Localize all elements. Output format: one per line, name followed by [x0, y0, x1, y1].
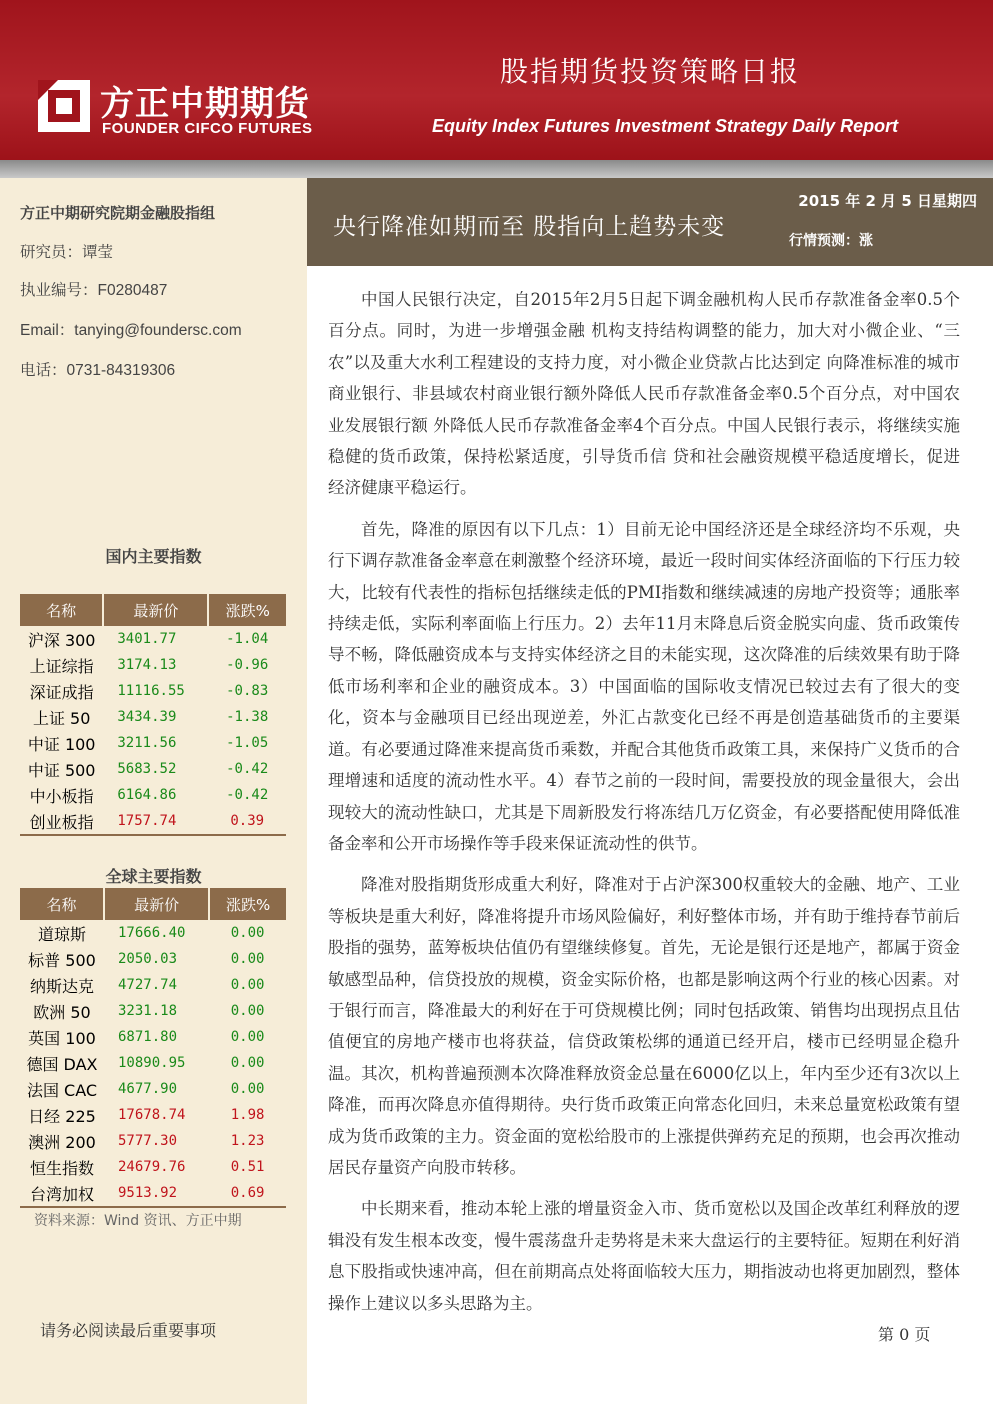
index-price: 4727.74 — [118, 977, 178, 993]
index-name: 上证综指 — [29, 656, 94, 676]
index-name: 道琼斯 — [37, 924, 86, 944]
index-price: 3401.77 — [117, 631, 177, 647]
index-name: 沪深 300 — [27, 630, 96, 650]
index-price: 24679.76 — [118, 1159, 186, 1175]
index-change: -1.38 — [226, 709, 269, 725]
paragraph: 首先，降准的原因有以下几点：1）目前无论中国经济还是全球经济均不乐观，央行下调存款准备金率意在刺激整个经济环境，最近一段时间实体经济面临的下行压力较大，比较有代表性的指标包括继续走低的PMI指数和继续减速的房地产投资等；通胀率持续走低，实际利率面临上行压力。2）去年11月末降息后资金脱实向虚、货币政策传导不畅，降低融资成本与支持实体经济之目的未能实现，这次降准的后续效果有助于降低市场利率和企业的融资成本。3）中国面临的国际收支情况已较过去有了很大的变化，资本与金融项目已经出现逆差，外汇占款变化已经不再是创造基础货币的主要渠道。有必要通过降准来提高货币乘数，并配合其他货币政策工具，来保持广义货币的合理增速和适度的流动性水平。4）春节之前的一段时间，需要投放的现金量很大，会出现较大的流动性缺口，尤其是下周新股发行将冻结几万亿资金，有必要搭配使用降低准备金率和公开市场操作等手段来保证流动性的供节。 — [328, 519, 960, 853]
table-row — [20, 1050, 286, 1076]
index-change: 1.98 — [230, 1107, 265, 1123]
index-price: 17678.74 — [118, 1107, 186, 1123]
col-name: 名称 — [20, 594, 103, 626]
index-name: 中证 100 — [27, 734, 96, 754]
index-price: 4677.90 — [118, 1081, 178, 1097]
index-price: 3434.39 — [117, 709, 177, 725]
index-name: 德国 DAX — [26, 1054, 98, 1074]
index-change: 0.00 — [230, 925, 265, 941]
index-price: 17666.40 — [118, 925, 186, 941]
index-change: -1.05 — [226, 735, 269, 751]
index-name: 纳斯达克 — [29, 976, 94, 996]
index-name: 台湾加权 — [20, 1180, 104, 1207]
page-number: 第 0 页 — [878, 1325, 931, 1344]
table-row — [20, 946, 286, 972]
index-change: 0.51 — [230, 1159, 265, 1175]
index-price: 6164.86 — [117, 787, 177, 803]
index-price: 10890.95 — [118, 1055, 186, 1071]
paragraph: 中国人民银行决定，自2015年2月5日起下调金融机构人民币存款准备金率0.5个百分点。同时，为进一步增强金融 机构支持结构调整的能力，加大对小微企业、“三农”以及重大水利工程建设的支持力度，对小微企业贷款占比达到定 向降准标准的城市商业银行、非县域农村商业银行额外降低人民币存款准备金率0.5个百分点，对中国农业发展银行额 外降低人民币存款准备金率4个百分点。中国人民银行表示，将继续实施稳健的货币政策，保持松紧适度，引导货币信 贷和社会融资规模平稳适度增长，促进经济健康平稳运行。 — [328, 290, 960, 498]
index-change: -0.83 — [226, 683, 269, 699]
report-date: 2015 年 2 月 5 日星期四 — [798, 192, 977, 210]
index-price: 2050.03 — [118, 951, 178, 967]
report-header — [0, 0, 993, 160]
col-price: 最新价 — [104, 888, 209, 920]
index-change: -0.42 — [226, 787, 269, 803]
index-change: 0.39 — [208, 808, 286, 835]
index-change: 1.23 — [230, 1133, 265, 1149]
market-forecast: 行情预测：涨 — [789, 233, 873, 249]
index-name: 法国 CAC — [26, 1080, 98, 1100]
paragraph: 降准对股指期货形成重大利好，降准对于占沪深300权重较大的金融、地产、工业等板块是重大利好，降准将提升市场风险偏好，利好整体市场，并有助于维持春节前后股指的强势，蓝筹板块估值仍有望继续修复。首先，无论是银行还是地产，都属于资金敏感型品种，信贷投放的规模，资金实际价格，也都是影响这两个行业的核心因素。对于银行而言，降准最大的利好在于可贷规模比例；同时包括政策、销售均出现拐点且估值便宜的房地产楼市也将获益，信贷政策松绑的通道已经开启，楼市已经明显企稳升温。其次，机构普遍预测本次降准释放资金总量在6000亿以上，年内至少还有3次以上降准，而再次降息亦值得期待。央行货币政策正向常态化回归，未来总量宽松政策有望成为货币政策的主力。资金面的宽松给股市的上涨提供弹药充足的预期，也会再次推动居民存量资产向股市转移。 — [328, 875, 960, 1177]
index-name: 上证 50 — [32, 708, 91, 728]
table-row — [20, 782, 286, 808]
company-name-cn: 方正中期期货 — [100, 84, 310, 124]
col-change: 涨跌% — [208, 594, 286, 626]
index-change: 0.69 — [209, 1180, 286, 1207]
index-price: 11116.55 — [117, 683, 185, 699]
company-name-en: FOUNDER CIFCO FUTURES — [102, 120, 313, 137]
headline-title: 央行降准如期而至 股指向上趋势未变 — [333, 214, 726, 240]
domestic-indices-table — [20, 594, 286, 836]
col-name: 名称 — [20, 888, 104, 920]
company-logo-icon — [38, 80, 90, 132]
col-change: 涨跌% — [209, 888, 286, 920]
global-indices-title: 全球主要指数 — [105, 867, 202, 886]
report-title-en: Equity Index Futures Investment Strategy Daily Report — [432, 116, 899, 136]
table-row — [20, 730, 286, 756]
index-price: 5683.52 — [117, 761, 177, 777]
disclaimer: 请务必阅读最后重要事项 — [40, 1321, 217, 1340]
index-price: 3211.56 — [117, 735, 177, 751]
index-change: 0.00 — [230, 951, 265, 967]
index-name: 澳洲 200 — [28, 1132, 96, 1152]
table-row — [20, 1102, 286, 1128]
index-change: -0.96 — [226, 657, 269, 673]
table-row — [20, 1024, 286, 1050]
index-price: 9513.92 — [104, 1180, 209, 1207]
index-name: 日经 225 — [28, 1106, 96, 1126]
domestic-indices-title: 国内主要指数 — [105, 547, 202, 566]
index-change: -1.04 — [226, 631, 269, 647]
table-row — [20, 920, 286, 946]
index-price: 6871.80 — [118, 1029, 178, 1045]
index-name: 创业板指 — [20, 808, 103, 835]
researcher: 研究员：谭莹 — [20, 244, 114, 261]
table-row — [20, 652, 286, 678]
index-price: 5777.30 — [118, 1133, 178, 1149]
index-change: 0.00 — [230, 1081, 265, 1097]
headline-bar — [307, 178, 993, 266]
table-row — [20, 1180, 286, 1207]
phone: 电话：0731-84319306 — [20, 362, 176, 379]
index-name: 中证 500 — [27, 760, 96, 780]
index-name: 深证成指 — [29, 682, 94, 702]
index-change: 0.00 — [230, 977, 265, 993]
table-row — [20, 972, 286, 998]
index-change: 0.00 — [230, 1003, 265, 1019]
sidebar — [0, 178, 307, 1404]
index-name: 欧洲 50 — [33, 1002, 91, 1022]
table-row — [20, 1154, 286, 1180]
table-row — [20, 626, 286, 652]
global-indices-table — [20, 888, 286, 1208]
col-price: 最新价 — [103, 594, 208, 626]
table-row — [20, 704, 286, 730]
table-row — [20, 998, 286, 1024]
table-row — [20, 678, 286, 704]
table-row — [20, 1076, 286, 1102]
index-price: 3174.13 — [117, 657, 177, 673]
index-price: 1757.74 — [103, 808, 208, 835]
index-name: 标普 500 — [28, 950, 96, 970]
data-source: 资料来源：Wind 资讯、方正中期 — [34, 1213, 242, 1229]
index-change: -0.42 — [226, 761, 269, 777]
report-title-cn: 股指期货投资策略日报 — [500, 55, 801, 88]
table-row — [20, 1128, 286, 1154]
table-row — [20, 808, 286, 835]
index-change: 0.00 — [230, 1029, 265, 1045]
index-name: 英国 100 — [28, 1028, 96, 1048]
index-price: 3231.18 — [118, 1003, 178, 1019]
index-name: 中小板指 — [29, 786, 94, 806]
index-change: 0.00 — [230, 1055, 265, 1071]
table-row — [20, 756, 286, 782]
header-divider — [0, 160, 993, 178]
index-name: 恒生指数 — [29, 1158, 94, 1178]
email: Email：tanying@foundersc.com — [20, 322, 242, 339]
report-body — [328, 284, 960, 1329]
paragraph: 中长期来看，推动本轮上涨的增量资金入市、货币宽松以及国企改革红利释放的逻辑没有发生根本改变，慢牛震荡盘升走势将是未来大盘运行的主要特征。短期在利好消息下股指或快速冲高，但在前期高点处将面临较大压力，期指波动也将更加剧烈，整体操作上建议以多头思路为主。 — [328, 1199, 960, 1313]
license-number: 执业编号：F0280487 — [20, 282, 168, 299]
department: 方正中期研究院期金融股指组 — [20, 204, 216, 222]
